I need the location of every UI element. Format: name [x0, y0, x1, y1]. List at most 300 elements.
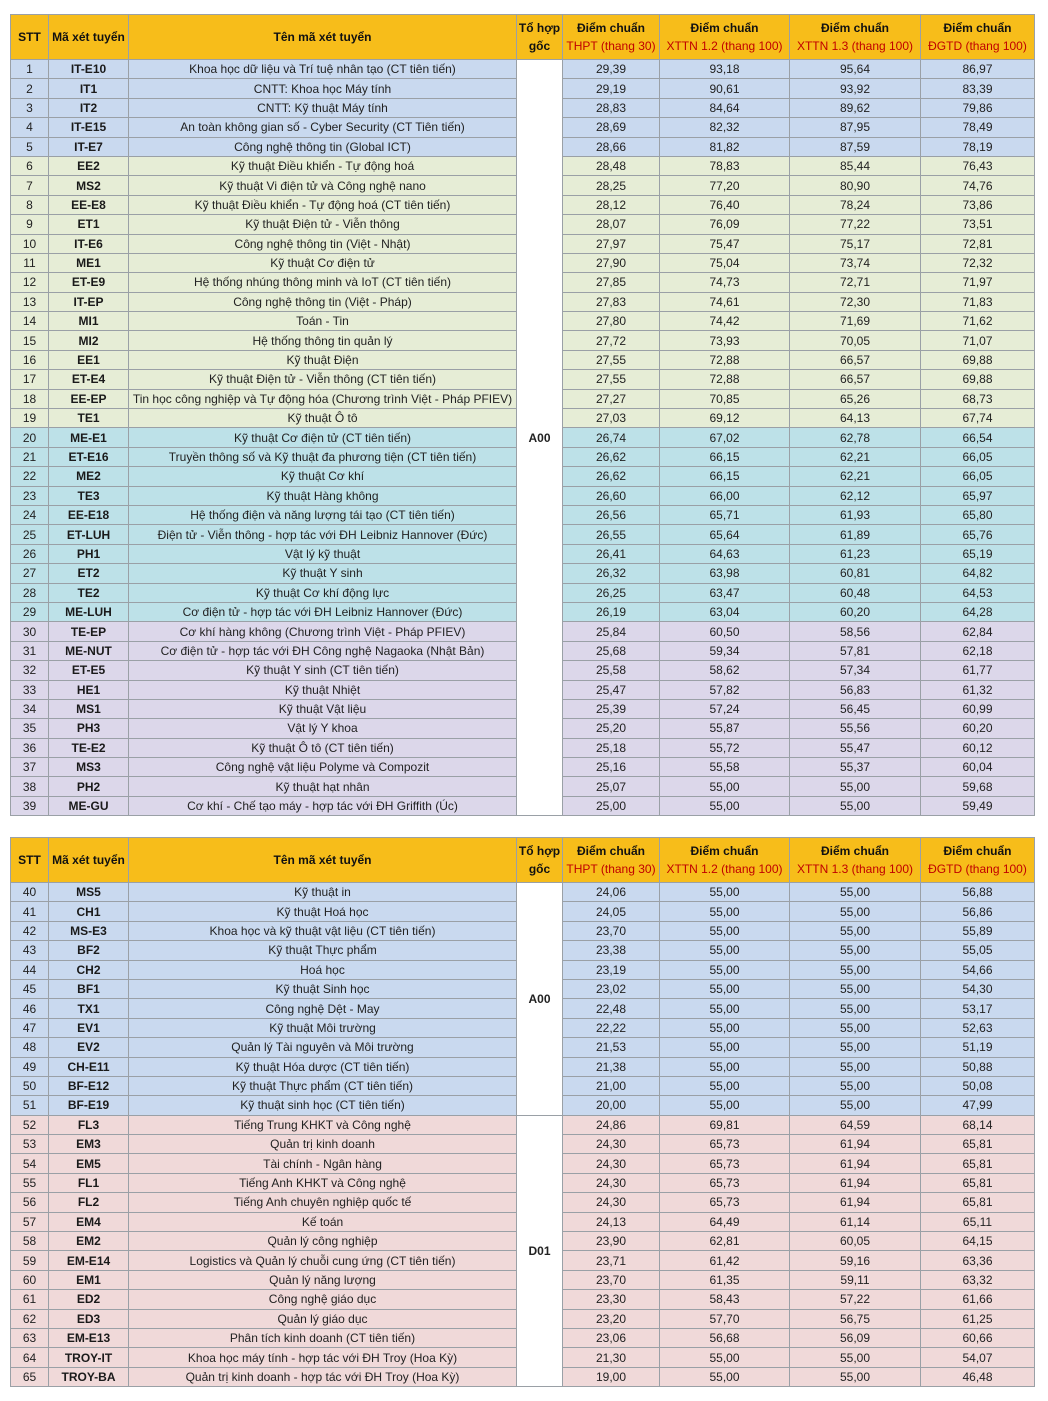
cell-score-xttn13: 55,00 — [790, 1057, 921, 1076]
cell-score-thpt: 22,48 — [563, 999, 660, 1018]
cell-score-xttn13: 60,20 — [790, 602, 921, 621]
cell-name: Tiếng Anh KHKT và Công nghệ — [129, 1173, 517, 1192]
cell-stt: 23 — [11, 486, 49, 505]
cell-name: Kỹ thuật Vật liệu — [129, 699, 517, 718]
cell-score-xttn13: 60,48 — [790, 583, 921, 602]
cell-score-thpt: 27,72 — [563, 331, 660, 350]
cell-stt: 58 — [11, 1232, 49, 1251]
cell-name: Điện tử - Viễn thông - hợp tác với ĐH Leibniz Hannover (Đức) — [129, 525, 517, 544]
cell-code: EM2 — [49, 1232, 129, 1251]
cell-code: IT-E15 — [49, 118, 129, 137]
cell-code: EM3 — [49, 1135, 129, 1154]
cell-name: Tin học công nghiệp và Tự động hóa (Chương trình Việt - Pháp PFIEV) — [129, 389, 517, 408]
cell-score-xttn12: 55,00 — [660, 941, 790, 960]
cell-stt: 42 — [11, 921, 49, 940]
cell-name: Khoa học máy tính - hợp tác với ĐH Troy (Hoa Kỳ) — [129, 1348, 517, 1367]
cell-score-dgtd: 63,36 — [921, 1251, 1035, 1270]
cell-name: Kỹ thuật Vi điện tử và Công nghệ nano — [129, 176, 517, 195]
cell-name: Kỹ thuật Điện tử - Viễn thông (CT tiên tiến) — [129, 370, 517, 389]
cell-score-xttn12: 55,00 — [660, 921, 790, 940]
cell-score-xttn12: 57,70 — [660, 1309, 790, 1328]
header-score-xttn13-top: Điểm chuẩn — [820, 844, 889, 858]
cell-score-xttn13: 55,00 — [790, 883, 921, 902]
cell-code: IT2 — [49, 98, 129, 117]
cell-name: Vật lý Y khoa — [129, 719, 517, 738]
cell-stt: 46 — [11, 999, 49, 1018]
cell-score-xttn13: 85,44 — [790, 156, 921, 175]
cell-score-thpt: 26,32 — [563, 564, 660, 583]
cell-score-dgtd: 65,81 — [921, 1154, 1035, 1173]
cell-stt: 22 — [11, 467, 49, 486]
cell-stt: 17 — [11, 370, 49, 389]
cell-score-xttn12: 76,09 — [660, 215, 790, 234]
cell-score-dgtd: 60,20 — [921, 719, 1035, 738]
cell-name: An toàn không gian số - Cyber Security (CT Tiên tiến) — [129, 118, 517, 137]
cell-score-xttn12: 55,87 — [660, 719, 790, 738]
cell-score-dgtd: 68,73 — [921, 389, 1035, 408]
cell-stt: 61 — [11, 1290, 49, 1309]
cell-score-xttn13: 61,89 — [790, 525, 921, 544]
cell-name: Cơ khí hàng không (Chương trình Việt - Pháp PFIEV) — [129, 622, 517, 641]
cell-score-xttn12: 56,68 — [660, 1328, 790, 1347]
header-score-dgtd-top: Điểm chuẩn — [943, 21, 1012, 35]
header-combo — [517, 838, 563, 883]
cell-score-thpt: 24,86 — [563, 1115, 660, 1134]
cell-code: ME-NUT — [49, 641, 129, 660]
cell-score-dgtd: 69,88 — [921, 350, 1035, 369]
cell-code: ME-LUH — [49, 602, 129, 621]
cell-score-dgtd: 54,66 — [921, 960, 1035, 979]
cell-score-xttn12: 60,50 — [660, 622, 790, 641]
cell-stt: 40 — [11, 883, 49, 902]
cell-score-xttn12: 70,85 — [660, 389, 790, 408]
cell-name: Logistics và Quản lý chuỗi cung ứng (CT tiên tiến) — [129, 1251, 517, 1270]
cell-score-dgtd: 71,97 — [921, 273, 1035, 292]
cell-score-dgtd: 59,49 — [921, 796, 1035, 815]
header-score-thpt-bottom: THPT (thang 30) — [566, 39, 656, 53]
header-score-xttn12 — [660, 838, 790, 883]
cell-name: Kỹ thuật in — [129, 883, 517, 902]
cell-name: Cơ điện tử - hợp tác với ĐH Leibniz Hannover (Đức) — [129, 602, 517, 621]
cell-score-xttn13: 55,00 — [790, 1348, 921, 1367]
cell-name: Công nghệ thông tin (Việt - Nhật) — [129, 234, 517, 253]
header-score-dgtd-bottom: ĐGTD (thang 100) — [928, 39, 1027, 53]
cell-score-xttn13: 77,22 — [790, 215, 921, 234]
cell-score-dgtd: 72,32 — [921, 253, 1035, 272]
cell-score-dgtd: 51,19 — [921, 1038, 1035, 1057]
cell-score-thpt: 24,13 — [563, 1212, 660, 1231]
cell-name: Khoa học và kỹ thuật vật liệu (CT tiên tiến) — [129, 921, 517, 940]
cell-stt: 31 — [11, 641, 49, 660]
cell-score-xttn12: 76,40 — [660, 195, 790, 214]
cell-score-xttn12: 93,18 — [660, 60, 790, 79]
cell-code: ED3 — [49, 1309, 129, 1328]
cell-score-xttn13: 80,90 — [790, 176, 921, 195]
cell-code: ED2 — [49, 1290, 129, 1309]
cell-score-xttn13: 55,47 — [790, 738, 921, 757]
cell-score-dgtd: 55,05 — [921, 941, 1035, 960]
cell-score-dgtd: 60,99 — [921, 699, 1035, 718]
cell-code: ME-E1 — [49, 428, 129, 447]
cell-stt: 51 — [11, 1096, 49, 1115]
cell-code: EM5 — [49, 1154, 129, 1173]
header-combo-bottom: gốc — [528, 39, 551, 53]
cell-score-xttn13: 55,00 — [790, 1038, 921, 1057]
cell-score-xttn12: 55,00 — [660, 1096, 790, 1115]
cell-score-xttn12: 75,04 — [660, 253, 790, 272]
cell-stt: 45 — [11, 979, 49, 998]
cell-score-xttn12: 74,73 — [660, 273, 790, 292]
cell-score-dgtd: 61,77 — [921, 661, 1035, 680]
cell-score-dgtd: 65,81 — [921, 1135, 1035, 1154]
cell-score-xttn12: 58,43 — [660, 1290, 790, 1309]
cell-stt: 49 — [11, 1057, 49, 1076]
cell-stt: 8 — [11, 195, 49, 214]
header-combo — [517, 15, 563, 60]
cell-stt: 6 — [11, 156, 49, 175]
cell-combo-group: A00 — [517, 883, 563, 1116]
cell-score-xttn12: 62,81 — [660, 1232, 790, 1251]
header-score-xttn13-top: Điểm chuẩn — [820, 21, 889, 35]
cell-score-thpt: 23,30 — [563, 1290, 660, 1309]
table-2-body — [11, 883, 1035, 1387]
header-score-thpt — [563, 15, 660, 60]
cell-score-dgtd: 68,14 — [921, 1115, 1035, 1134]
cell-score-thpt: 25,16 — [563, 758, 660, 777]
cell-score-xttn13: 55,00 — [790, 921, 921, 940]
cell-score-thpt: 27,97 — [563, 234, 660, 253]
header-score-xttn12-bottom: XTTN 1.2 (thang 100) — [666, 39, 783, 53]
cell-name: Công nghệ giáo dục — [129, 1290, 517, 1309]
cell-stt: 50 — [11, 1076, 49, 1095]
cell-name: Quản lý Tài nguyên và Môi trường — [129, 1038, 517, 1057]
cell-score-dgtd: 65,80 — [921, 505, 1035, 524]
cell-name: Kỹ thuật Ô tô (CT tiên tiến) — [129, 738, 517, 757]
cell-score-thpt: 29,19 — [563, 79, 660, 98]
cell-name: Kỹ thuật Nhiệt — [129, 680, 517, 699]
cell-stt: 5 — [11, 137, 49, 156]
cell-stt: 57 — [11, 1212, 49, 1231]
cell-score-xttn13: 61,93 — [790, 505, 921, 524]
cell-stt: 35 — [11, 719, 49, 738]
cell-code: EE2 — [49, 156, 129, 175]
cell-score-dgtd: 65,81 — [921, 1173, 1035, 1192]
cell-score-dgtd: 72,81 — [921, 234, 1035, 253]
cell-name: Khoa học dữ liệu và Trí tuệ nhân tạo (CT tiên tiến) — [129, 60, 517, 79]
cell-stt: 11 — [11, 253, 49, 272]
header-row — [11, 838, 1035, 883]
cell-combo-group: A00 — [517, 60, 563, 816]
cell-score-xttn12: 55,00 — [660, 777, 790, 796]
cell-score-thpt: 26,62 — [563, 447, 660, 466]
cell-score-dgtd: 78,19 — [921, 137, 1035, 156]
cell-score-thpt: 27,55 — [563, 350, 660, 369]
cell-name: Quản lý năng lượng — [129, 1270, 517, 1289]
cell-code: PH3 — [49, 719, 129, 738]
cell-score-xttn13: 55,00 — [790, 1367, 921, 1386]
cell-score-dgtd: 71,07 — [921, 331, 1035, 350]
cell-score-thpt: 26,62 — [563, 467, 660, 486]
cell-stt: 38 — [11, 777, 49, 796]
cell-score-xttn12: 55,00 — [660, 1018, 790, 1037]
cell-score-xttn12: 55,00 — [660, 1076, 790, 1095]
cell-name: Toán - Tin — [129, 312, 517, 331]
cell-stt: 65 — [11, 1367, 49, 1386]
cell-code: ME-GU — [49, 796, 129, 815]
cell-score-xttn12: 55,00 — [660, 796, 790, 815]
cell-code: CH-E11 — [49, 1057, 129, 1076]
cell-stt: 63 — [11, 1328, 49, 1347]
cell-score-xttn12: 73,93 — [660, 331, 790, 350]
cell-score-dgtd: 76,43 — [921, 156, 1035, 175]
cell-code: HE1 — [49, 680, 129, 699]
cell-stt: 14 — [11, 312, 49, 331]
cell-score-thpt: 25,07 — [563, 777, 660, 796]
cell-score-thpt: 26,25 — [563, 583, 660, 602]
table-1-body — [11, 60, 1035, 816]
cell-score-dgtd: 61,25 — [921, 1309, 1035, 1328]
cell-name: Công nghệ thông tin (Global ICT) — [129, 137, 517, 156]
table-row — [11, 60, 1035, 79]
cell-score-dgtd: 56,86 — [921, 902, 1035, 921]
cell-stt: 43 — [11, 941, 49, 960]
cell-code: IT-E6 — [49, 234, 129, 253]
cell-code: PH1 — [49, 544, 129, 563]
cell-score-dgtd: 56,88 — [921, 883, 1035, 902]
cell-stt: 64 — [11, 1348, 49, 1367]
cell-code: MI1 — [49, 312, 129, 331]
header-score-dgtd — [921, 15, 1035, 60]
cell-score-xttn12: 61,35 — [660, 1270, 790, 1289]
cell-score-thpt: 28,69 — [563, 118, 660, 137]
cell-score-thpt: 28,48 — [563, 156, 660, 175]
cell-score-dgtd: 73,86 — [921, 195, 1035, 214]
cell-score-xttn12: 65,73 — [660, 1193, 790, 1212]
cell-stt: 20 — [11, 428, 49, 447]
cell-code: BF-E19 — [49, 1096, 129, 1115]
cell-score-dgtd: 50,88 — [921, 1057, 1035, 1076]
cell-stt: 30 — [11, 622, 49, 641]
cell-score-xttn13: 55,00 — [790, 1018, 921, 1037]
cell-score-xttn13: 70,05 — [790, 331, 921, 350]
cell-score-xttn13: 55,00 — [790, 960, 921, 979]
cell-score-thpt: 28,12 — [563, 195, 660, 214]
cell-score-xttn12: 57,82 — [660, 680, 790, 699]
cell-score-xttn13: 66,57 — [790, 350, 921, 369]
cell-score-thpt: 25,00 — [563, 796, 660, 815]
cell-score-xttn13: 62,78 — [790, 428, 921, 447]
cell-score-xttn12: 74,42 — [660, 312, 790, 331]
cell-score-dgtd: 62,84 — [921, 622, 1035, 641]
cell-score-dgtd: 52,63 — [921, 1018, 1035, 1037]
cell-code: IT1 — [49, 79, 129, 98]
cell-score-xttn13: 93,92 — [790, 79, 921, 98]
cell-score-xttn13: 87,59 — [790, 137, 921, 156]
cell-score-xttn12: 55,00 — [660, 1038, 790, 1057]
cell-name: Kỹ thuật Cơ điện tử (CT tiên tiến) — [129, 428, 517, 447]
cell-code: MS1 — [49, 699, 129, 718]
cell-name: Kỹ thuật Môi trường — [129, 1018, 517, 1037]
cell-score-xttn13: 64,59 — [790, 1115, 921, 1134]
cell-score-xttn13: 55,56 — [790, 719, 921, 738]
header-score-thpt-bottom: THPT (thang 30) — [566, 862, 656, 876]
cell-score-thpt: 25,39 — [563, 699, 660, 718]
cell-stt: 52 — [11, 1115, 49, 1134]
cell-code: MS3 — [49, 758, 129, 777]
cell-score-dgtd: 54,07 — [921, 1348, 1035, 1367]
cell-score-xttn13: 59,11 — [790, 1270, 921, 1289]
cell-stt: 18 — [11, 389, 49, 408]
cell-score-xttn13: 62,21 — [790, 447, 921, 466]
cell-code: EE-E8 — [49, 195, 129, 214]
cell-code: MS5 — [49, 883, 129, 902]
header-combo-bottom: gốc — [528, 862, 551, 876]
cell-code: ET-LUH — [49, 525, 129, 544]
cell-stt: 44 — [11, 960, 49, 979]
cell-score-xttn13: 56,75 — [790, 1309, 921, 1328]
cell-name: Tiếng Trung KHKT và Công nghệ — [129, 1115, 517, 1134]
cell-score-thpt: 23,20 — [563, 1309, 660, 1328]
cell-stt: 29 — [11, 602, 49, 621]
cell-score-xttn13: 72,71 — [790, 273, 921, 292]
cell-code: IT-E10 — [49, 60, 129, 79]
cell-stt: 13 — [11, 292, 49, 311]
cell-score-xttn13: 72,30 — [790, 292, 921, 311]
header-score-dgtd-top: Điểm chuẩn — [943, 844, 1012, 858]
admission-table-1 — [10, 14, 1035, 816]
cell-stt: 15 — [11, 331, 49, 350]
header-score-xttn12-top: Điểm chuẩn — [690, 844, 759, 858]
cell-score-xttn13: 62,12 — [790, 486, 921, 505]
cell-name: Kỹ thuật Ô tô — [129, 409, 517, 428]
cell-name: Kỹ thuật Hoá học — [129, 902, 517, 921]
cell-score-dgtd: 71,83 — [921, 292, 1035, 311]
cell-score-xttn13: 55,00 — [790, 941, 921, 960]
cell-code: ET1 — [49, 215, 129, 234]
cell-name: Công nghệ thông tin (Việt - Pháp) — [129, 292, 517, 311]
cell-code: EE-E18 — [49, 505, 129, 524]
cell-name: Quản trị kinh doanh — [129, 1135, 517, 1154]
cell-score-dgtd: 71,62 — [921, 312, 1035, 331]
cell-score-xttn12: 55,00 — [660, 979, 790, 998]
cell-score-xttn12: 81,82 — [660, 137, 790, 156]
cell-stt: 39 — [11, 796, 49, 815]
cell-name: Kỹ thuật Cơ điện tử — [129, 253, 517, 272]
cell-score-thpt: 24,30 — [563, 1154, 660, 1173]
cell-score-xttn12: 59,34 — [660, 641, 790, 660]
cell-score-thpt: 20,00 — [563, 1096, 660, 1115]
cell-score-thpt: 23,06 — [563, 1328, 660, 1347]
cell-score-thpt: 27,83 — [563, 292, 660, 311]
cell-name: Kỹ thuật Điện tử - Viễn thông — [129, 215, 517, 234]
cell-code: ET-E16 — [49, 447, 129, 466]
cell-score-thpt: 25,68 — [563, 641, 660, 660]
cell-score-xttn13: 61,94 — [790, 1173, 921, 1192]
cell-code: ME1 — [49, 253, 129, 272]
cell-name: Kỹ thuật Điều khiển - Tự động hoá — [129, 156, 517, 175]
cell-score-xttn12: 69,12 — [660, 409, 790, 428]
cell-score-xttn13: 65,26 — [790, 389, 921, 408]
cell-stt: 9 — [11, 215, 49, 234]
cell-score-xttn13: 61,94 — [790, 1154, 921, 1173]
cell-stt: 12 — [11, 273, 49, 292]
cell-code: EE-EP — [49, 389, 129, 408]
cell-score-dgtd: 64,82 — [921, 564, 1035, 583]
cell-score-thpt: 26,19 — [563, 602, 660, 621]
cell-stt: 53 — [11, 1135, 49, 1154]
cell-score-xttn13: 57,22 — [790, 1290, 921, 1309]
cell-score-xttn12: 65,73 — [660, 1135, 790, 1154]
cell-score-thpt: 27,90 — [563, 253, 660, 272]
cell-code: FL1 — [49, 1173, 129, 1192]
cell-stt: 25 — [11, 525, 49, 544]
cell-score-xttn12: 55,72 — [660, 738, 790, 757]
cell-stt: 32 — [11, 661, 49, 680]
cell-score-dgtd: 65,76 — [921, 525, 1035, 544]
header-score-xttn13-bottom: XTTN 1.3 (thang 100) — [796, 862, 914, 876]
cell-name: Tài chính - Ngân hàng — [129, 1154, 517, 1173]
cell-score-xttn12: 64,63 — [660, 544, 790, 563]
cell-score-dgtd: 50,08 — [921, 1076, 1035, 1095]
cell-name: Kỹ thuật Thực phẩm (CT tiên tiến) — [129, 1076, 517, 1095]
cell-score-thpt: 23,70 — [563, 921, 660, 940]
header-score-thpt-top: Điểm chuẩn — [576, 21, 645, 35]
cell-score-xttn12: 67,02 — [660, 428, 790, 447]
cell-score-xttn12: 63,47 — [660, 583, 790, 602]
cell-code: TE3 — [49, 486, 129, 505]
cell-code: ET-E4 — [49, 370, 129, 389]
cell-score-thpt: 21,53 — [563, 1038, 660, 1057]
cell-score-dgtd: 83,39 — [921, 79, 1035, 98]
cell-score-dgtd: 66,54 — [921, 428, 1035, 447]
cell-score-xttn12: 77,20 — [660, 176, 790, 195]
cell-score-dgtd: 65,81 — [921, 1193, 1035, 1212]
cell-score-thpt: 21,30 — [563, 1348, 660, 1367]
cell-stt: 1 — [11, 60, 49, 79]
cell-score-thpt: 28,25 — [563, 176, 660, 195]
cell-code: ET2 — [49, 564, 129, 583]
cell-score-dgtd: 61,32 — [921, 680, 1035, 699]
cell-score-xttn12: 64,49 — [660, 1212, 790, 1231]
cell-name: Kỹ thuật Cơ khí động lực — [129, 583, 517, 602]
cell-score-thpt: 26,74 — [563, 428, 660, 447]
cell-stt: 48 — [11, 1038, 49, 1057]
cell-name: Công nghệ Dệt - May — [129, 999, 517, 1018]
cell-score-dgtd: 60,04 — [921, 758, 1035, 777]
cell-stt: 19 — [11, 409, 49, 428]
header-score-xttn12 — [660, 15, 790, 60]
cell-score-xttn12: 57,24 — [660, 699, 790, 718]
admission-table-2 — [10, 837, 1035, 1387]
cell-name: Vật lý kỹ thuật — [129, 544, 517, 563]
cell-score-xttn13: 64,13 — [790, 409, 921, 428]
cell-stt: 10 — [11, 234, 49, 253]
cell-stt: 56 — [11, 1193, 49, 1212]
cell-score-xttn13: 55,00 — [790, 999, 921, 1018]
cell-stt: 21 — [11, 447, 49, 466]
cell-score-xttn13: 59,16 — [790, 1251, 921, 1270]
header-stt: STT — [11, 15, 49, 60]
cell-name: Kỹ thuật Hóa dược (CT tiên tiến) — [129, 1057, 517, 1076]
cell-name: Công nghệ vật liệu Polyme và Compozit — [129, 758, 517, 777]
cell-name: Kỹ thuật Điện — [129, 350, 517, 369]
cell-stt: 60 — [11, 1270, 49, 1289]
cell-score-thpt: 27,80 — [563, 312, 660, 331]
cell-code: EV1 — [49, 1018, 129, 1037]
cell-code: IT-EP — [49, 292, 129, 311]
cell-stt: 36 — [11, 738, 49, 757]
cell-score-dgtd: 60,12 — [921, 738, 1035, 757]
